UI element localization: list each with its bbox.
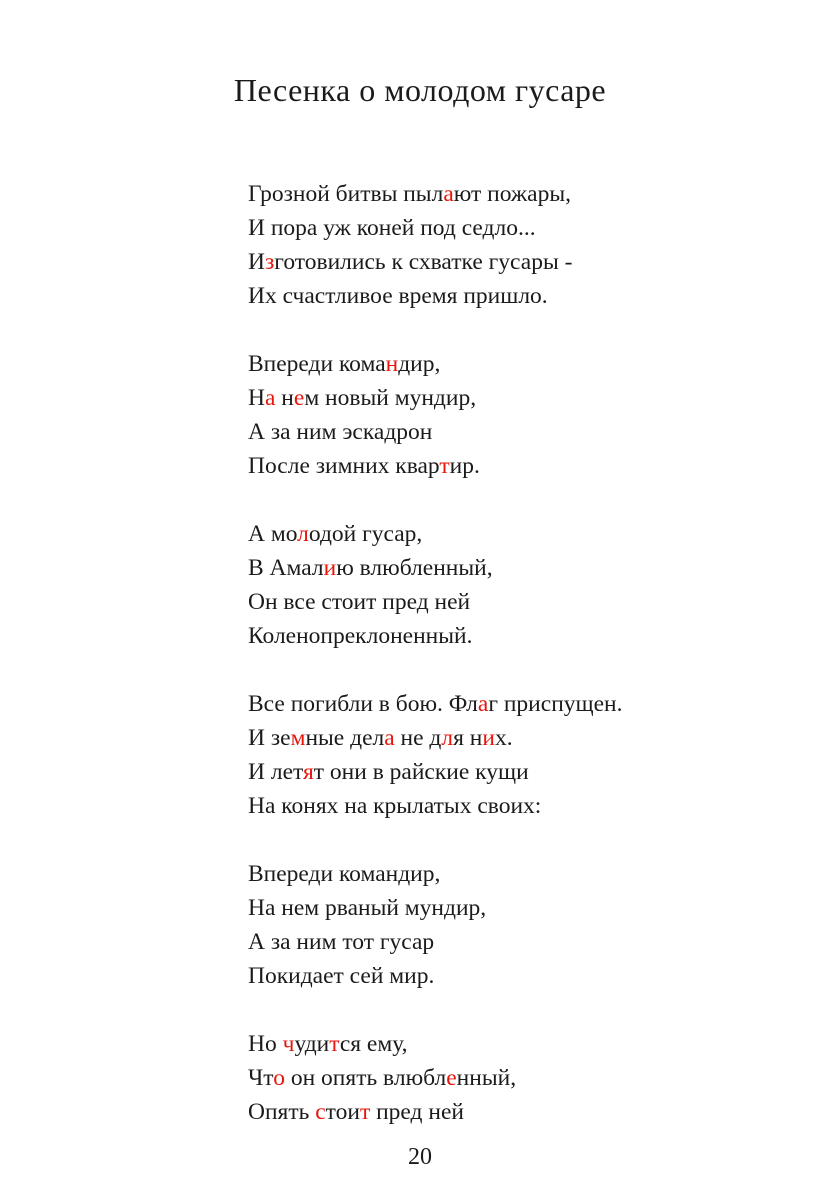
poem-text: Покидает сей мир. — [248, 963, 435, 989]
poem-text: Коленопреклоненный. — [248, 623, 473, 649]
poem-line — [248, 415, 623, 449]
poem-text: Чт — [248, 1065, 274, 1091]
poem-text: На конях на крылатых своих: — [248, 793, 542, 819]
poem-line — [248, 245, 623, 279]
stressed-letter: ч — [282, 1031, 295, 1057]
poem-text: Впереди командир, — [248, 861, 441, 887]
stressed-letter: т — [439, 453, 450, 479]
stanza — [248, 347, 623, 483]
poem-text: ные дел — [305, 725, 385, 751]
stressed-letter: с — [315, 1099, 326, 1125]
poem-text: н — [275, 385, 294, 411]
poem-text: А за ним тот гусар — [248, 929, 435, 955]
poem-text: После зимних квар — [248, 453, 440, 479]
poem-text: т они в райские кущи — [313, 759, 529, 785]
poem-text: пред ней — [370, 1099, 464, 1125]
poem-title: Песенка о молодом гусаре — [233, 72, 607, 108]
poem-text: И лет — [248, 759, 303, 785]
stressed-letter: м — [290, 725, 306, 751]
poem-text: я н — [453, 725, 483, 751]
stressed-letter: н — [385, 351, 399, 377]
poem-line — [248, 381, 623, 415]
poem-line — [248, 619, 623, 653]
stressed-letter: а — [477, 691, 489, 717]
poem-text: Н — [248, 385, 265, 411]
poem-line — [248, 857, 623, 891]
poem-line — [248, 551, 623, 585]
poem-text: г приспущен. — [488, 691, 623, 717]
poem-text: ир. — [449, 453, 480, 479]
poem-text: ся ему, — [339, 1031, 408, 1057]
poem-line — [248, 517, 623, 551]
stanza — [248, 857, 623, 993]
poem — [248, 177, 623, 1163]
poem-line — [248, 687, 623, 721]
poem-text: уди — [294, 1031, 330, 1057]
poem-text: одой гусар, — [308, 521, 423, 547]
poem-line — [248, 891, 623, 925]
poem-text: На нем рваный мундир, — [248, 895, 487, 921]
stanza — [248, 1027, 623, 1129]
stanza — [248, 687, 623, 823]
poem-text: Их счастливое время пришло. — [248, 283, 548, 309]
poem-line — [248, 1061, 623, 1095]
poem-text: не д — [394, 725, 442, 751]
poem-text: ю влюбленный, — [336, 555, 493, 581]
poem-text: м новый мундир, — [304, 385, 477, 411]
poem-text: х. — [494, 725, 513, 751]
stressed-letter: а — [384, 725, 395, 751]
poem-text: он опять влюбл — [284, 1065, 447, 1091]
poem-line — [248, 585, 623, 619]
stressed-letter: з — [264, 249, 275, 275]
stressed-letter: я — [302, 759, 314, 785]
poem-text: А мо — [248, 521, 298, 547]
poem-line — [248, 925, 623, 959]
poem-text: тои — [325, 1099, 360, 1125]
stressed-letter: и — [482, 725, 495, 751]
poem-text: нный, — [456, 1065, 517, 1091]
stressed-letter: л — [441, 725, 454, 751]
stressed-letter: т — [329, 1031, 340, 1057]
poem-text: И пора уж коней под седло... — [248, 215, 536, 241]
poem-line — [248, 347, 623, 381]
poem-line — [248, 1027, 623, 1061]
stressed-letter: л — [297, 521, 309, 547]
poem-line — [248, 755, 623, 789]
poem-line — [248, 789, 623, 823]
stressed-letter: а — [264, 385, 276, 411]
poem-text: ют пожары, — [453, 181, 571, 207]
poem-line — [248, 449, 623, 483]
poem-text: готовились к схватке гусары - — [274, 249, 573, 275]
stressed-letter: е — [293, 385, 305, 411]
poem-line — [248, 959, 623, 993]
poem-text: дир, — [398, 351, 441, 377]
poem-text: Все погибли в бою. Фл — [248, 691, 478, 717]
page-number: 20 — [408, 1144, 432, 1170]
poem-text: В Амал — [248, 555, 324, 581]
stressed-letter: о — [273, 1065, 285, 1091]
stanza — [248, 517, 623, 653]
poem-text: И — [248, 249, 265, 275]
poem-text: Но — [248, 1031, 283, 1057]
poem-text: И зе — [248, 725, 291, 751]
stressed-letter: а — [443, 181, 454, 207]
poem-text: Он все стоит пред ней — [248, 589, 471, 615]
poem-line — [248, 177, 623, 211]
stressed-letter: е — [446, 1065, 457, 1091]
poem-text: Впереди кома — [248, 351, 386, 377]
poem-text: А за ним эскадрон — [248, 419, 433, 445]
poem-line — [248, 721, 623, 755]
poem-line — [248, 1095, 623, 1129]
poem-line — [248, 279, 623, 313]
stanza — [248, 177, 623, 313]
stressed-letter: т — [359, 1099, 371, 1125]
poem-text: Грозной битвы пыл — [248, 181, 444, 207]
poem-text: Опять — [248, 1099, 316, 1125]
poem-line — [248, 211, 623, 245]
stressed-letter: и — [323, 555, 337, 581]
